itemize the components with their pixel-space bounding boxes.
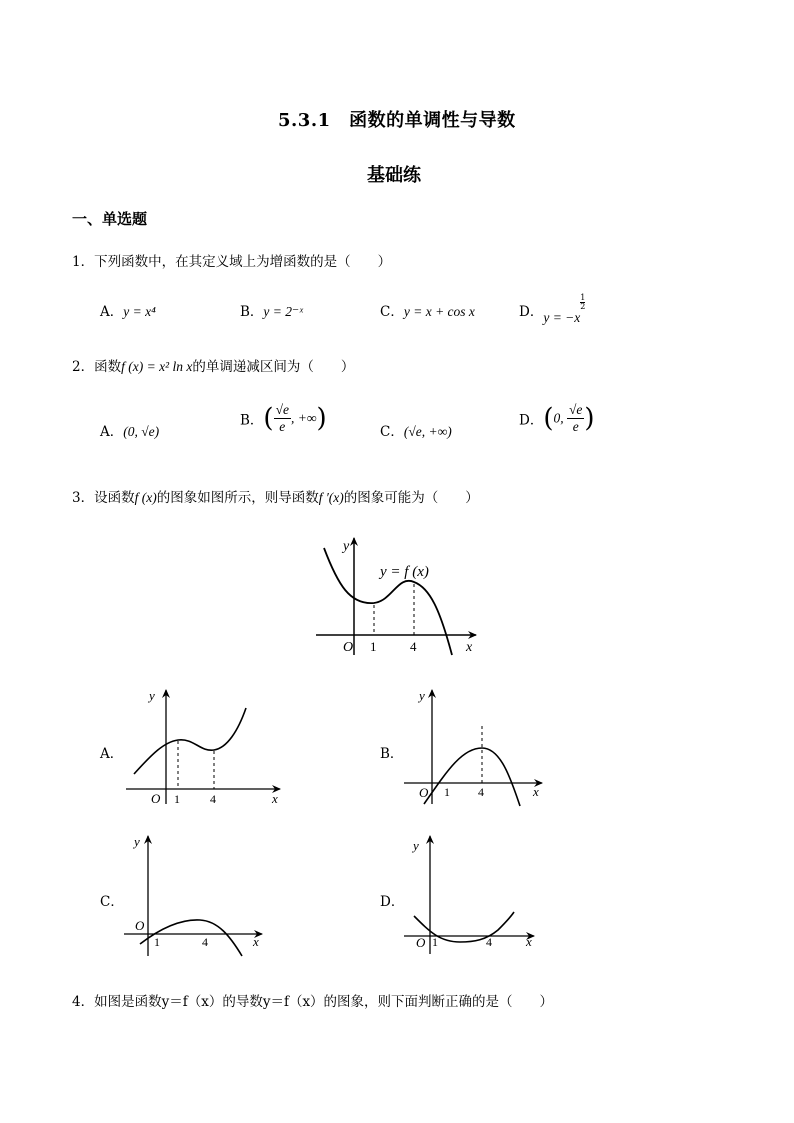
y-axis-label: y xyxy=(134,834,140,849)
function-curve xyxy=(414,912,514,942)
tick-label: 4 xyxy=(486,935,492,949)
page-subtitle: 基础练 xyxy=(367,165,421,186)
origin-label: O xyxy=(135,918,145,933)
origin-label: O xyxy=(151,791,161,806)
y-axis-label: y xyxy=(343,539,350,554)
option-fraction: $\frac{√e}{e}$ xyxy=(275,402,289,434)
q3-option-a-graph xyxy=(122,686,287,808)
question-1-stem: 1．下列函数中，在其定义域上为增函数的是（ ） xyxy=(72,254,392,270)
q1-option-d xyxy=(519,293,586,325)
q3-option-c-graph xyxy=(122,832,272,958)
q1-option-c xyxy=(380,300,475,320)
option-formula: y = x + cos x xyxy=(403,304,475,319)
q3-option-a-label: A． xyxy=(100,746,124,762)
q3-option-d-graph xyxy=(402,832,542,956)
y-axis-label: y xyxy=(413,838,419,853)
x-axis-label: x xyxy=(466,640,473,655)
stem-formula: f (x) = x² ln x xyxy=(121,359,193,374)
option-fraction: $\frac{√e}{e}$ xyxy=(568,402,583,434)
tick-label: 4 xyxy=(410,639,417,654)
tick-label: 1 xyxy=(432,935,438,949)
x-axis-label: x xyxy=(526,934,532,949)
option-label: B． xyxy=(240,304,264,320)
y-axis-label: y xyxy=(149,688,155,703)
y-axis-label: y xyxy=(419,688,425,703)
option-formula: y = 2⁻ˣ xyxy=(263,304,303,319)
option-label: A． xyxy=(100,304,124,320)
page-title: 5.3.1 函数的单调性与导数 xyxy=(278,110,516,131)
option-label: C． xyxy=(380,304,404,320)
tick-label: 4 xyxy=(210,792,216,806)
option-formula: y = −x xyxy=(543,310,581,325)
x-axis-label: x xyxy=(272,791,278,806)
q3-option-d-label: D． xyxy=(380,894,405,910)
origin-label: O xyxy=(416,935,426,950)
tick-label: 1 xyxy=(154,935,160,949)
q2-option-d: D．(0, $\frac{√e}{e}$ ) xyxy=(519,402,595,434)
q3-option-b-graph xyxy=(402,686,552,808)
exponent-fraction: $\frac{1}{2}$ xyxy=(580,293,586,311)
tick-label: 4 xyxy=(202,935,208,949)
main-function-graph xyxy=(310,530,490,660)
option-formula: (√e, +∞) xyxy=(403,424,452,439)
q3-option-c-label: C． xyxy=(100,894,124,910)
option-formula: (0, √e) xyxy=(123,424,160,439)
x-axis-label: x xyxy=(253,934,259,949)
q3-option-b-label: B． xyxy=(380,746,404,762)
function-curve xyxy=(134,708,246,774)
option-label: D． xyxy=(519,304,544,320)
q1-option-a xyxy=(100,300,156,320)
q2-option-b: B．( $\frac{√e}{e}$ , +∞) xyxy=(240,402,327,434)
function-curve xyxy=(424,748,520,806)
tick-label: 1 xyxy=(444,785,450,799)
question-2-stem: 2．函数f (x) = x² ln x的单调递减区间为（ ） xyxy=(72,359,355,375)
curve-label: y = f (x) xyxy=(380,564,429,580)
question-4-stem: 4．如图是函数y＝f（x）的导数y＝f（x）的图象，则下面判断正确的是（ ） xyxy=(72,994,554,1010)
tick-label: 4 xyxy=(478,785,484,799)
tick-label: 1 xyxy=(370,639,377,654)
origin-label: O xyxy=(419,785,429,800)
q2-option-c: C．(√e, +∞) xyxy=(380,424,452,440)
tick-label: 1 xyxy=(174,792,180,806)
q1-option-b xyxy=(240,300,303,320)
section-heading: 一、单选题 xyxy=(72,210,148,228)
x-axis-label: x xyxy=(533,784,539,799)
question-3-stem: 3．设函数f (x)的图象如图所示，则导函数f ′(x)的图象可能为（ ） xyxy=(72,490,479,506)
q2-option-a: A．(0, √e) xyxy=(100,424,160,440)
option-formula: y = x⁴ xyxy=(123,304,156,319)
origin-label: O xyxy=(343,640,354,655)
